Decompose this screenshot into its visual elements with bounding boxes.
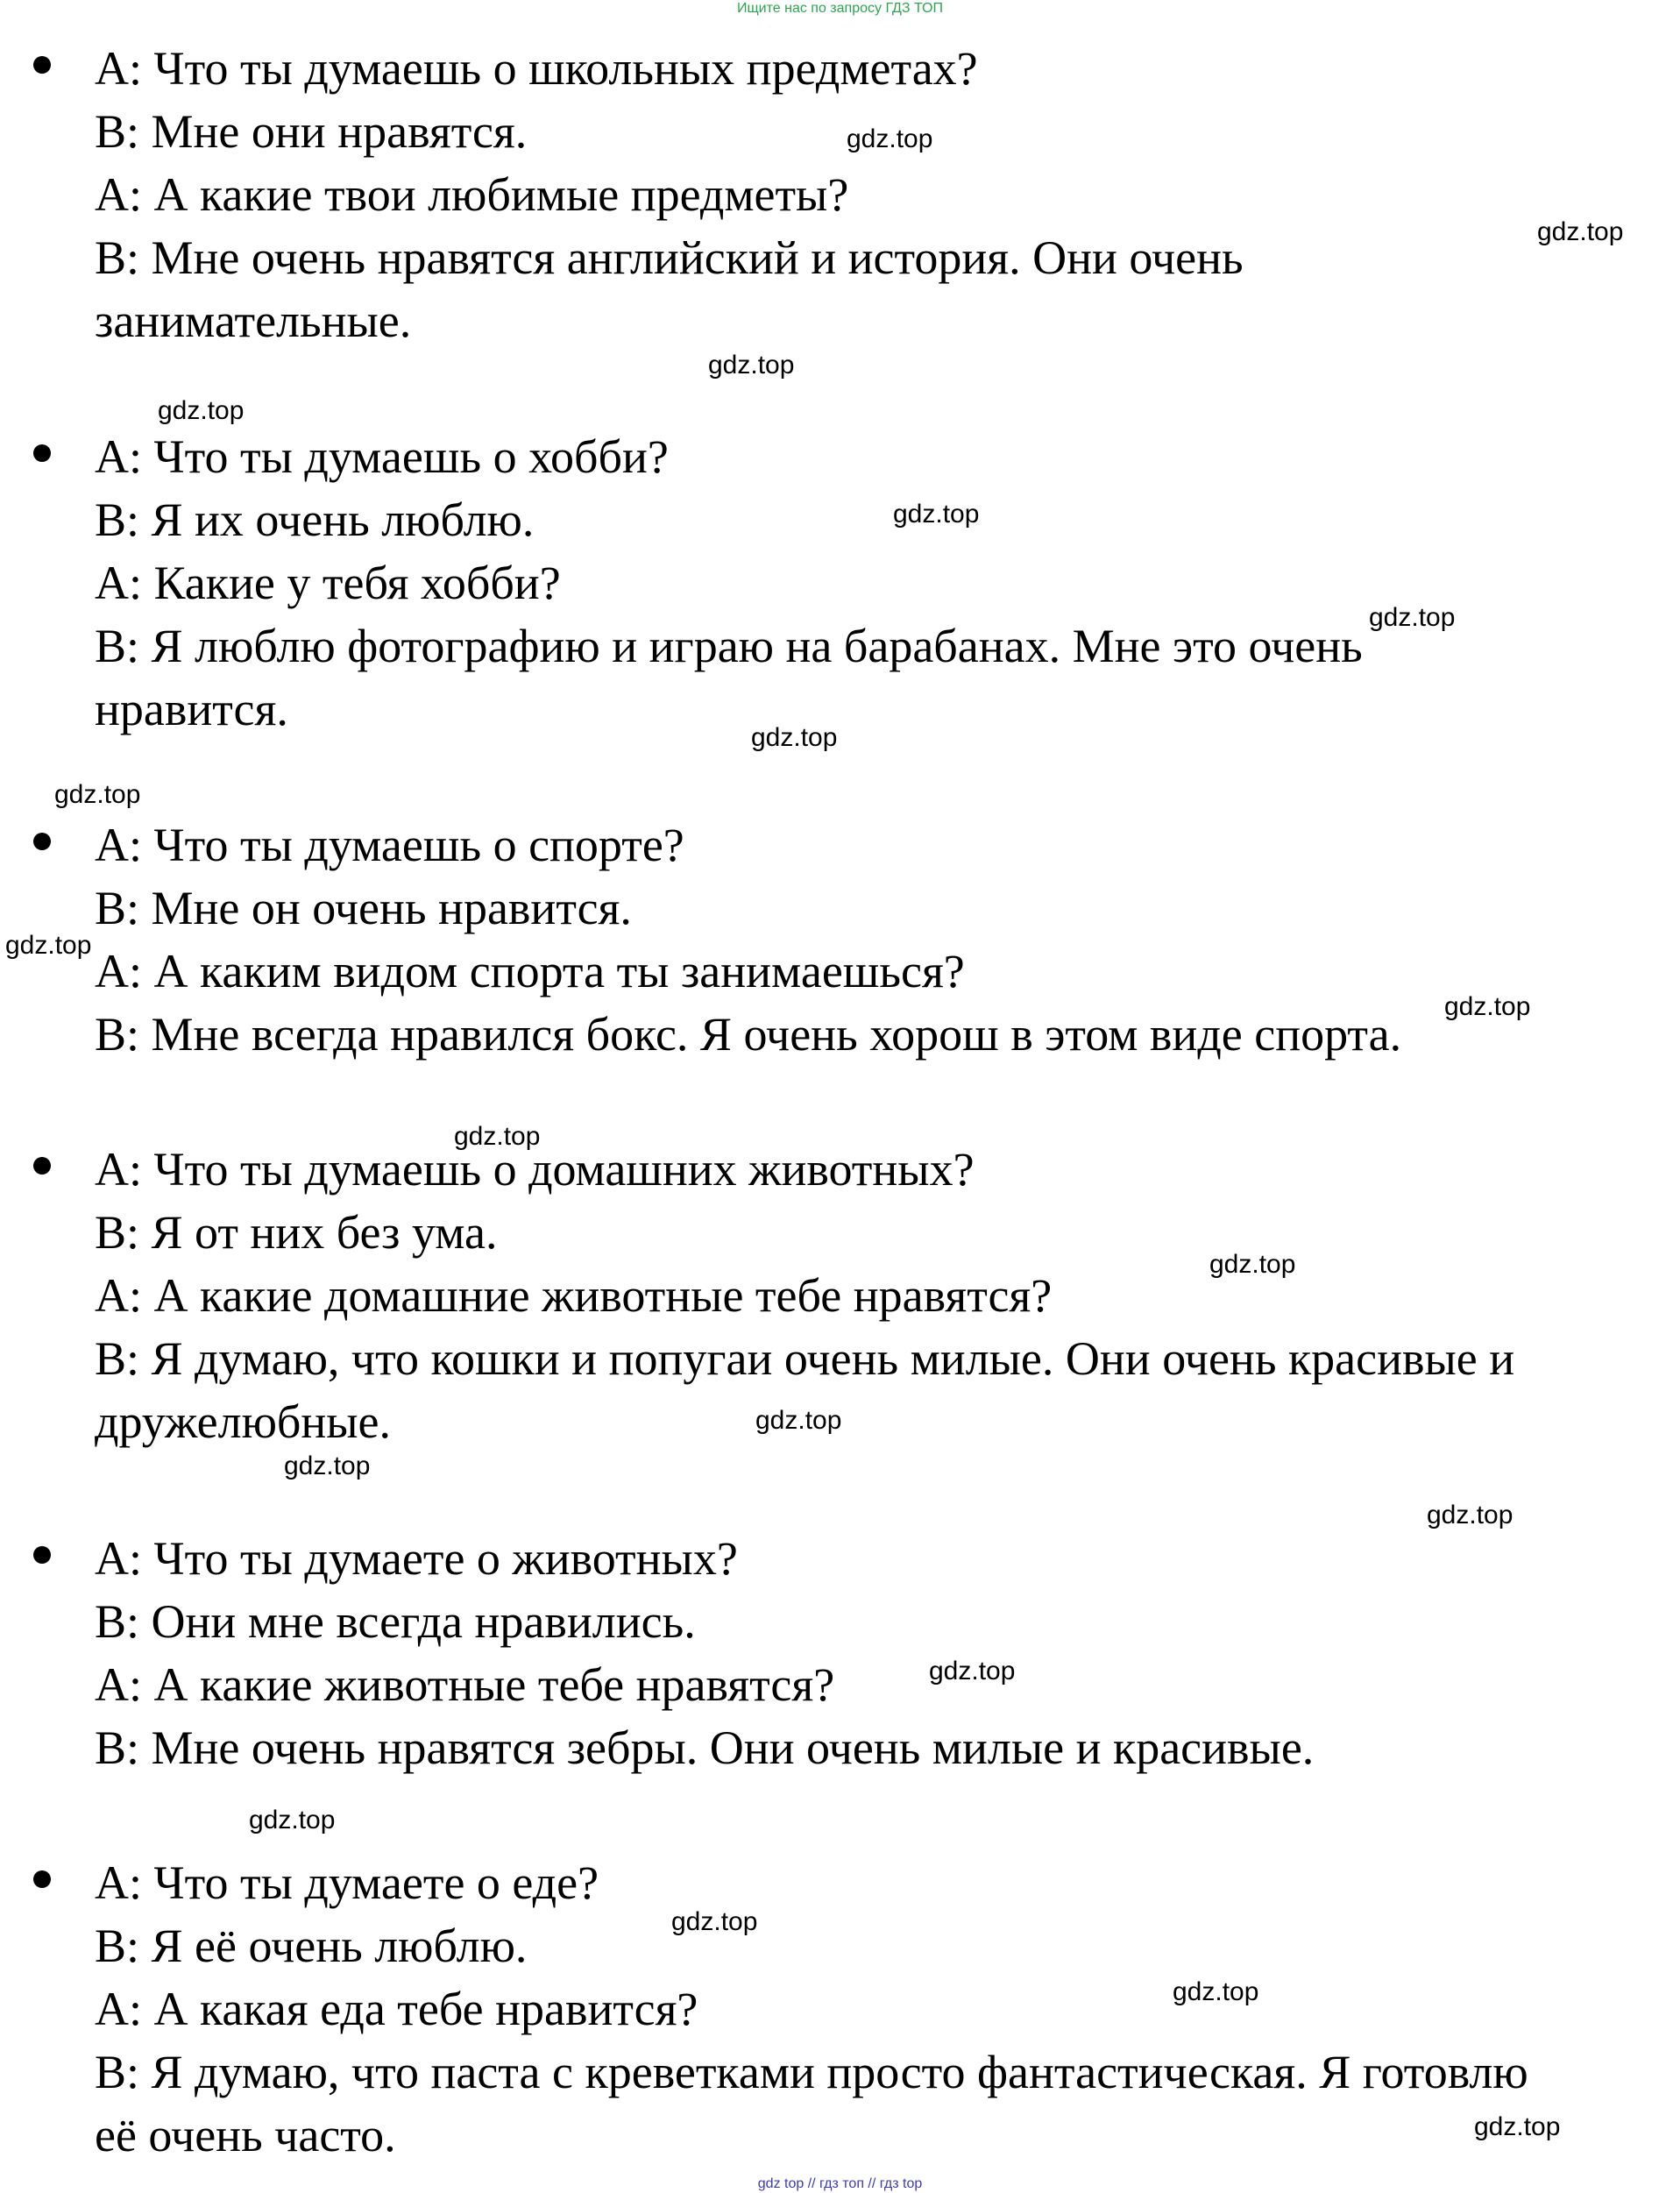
- watermark: gdz.top: [929, 1657, 1016, 1686]
- dialogue-food: [33, 1851, 1663, 2167]
- watermark: gdz.top: [1444, 992, 1531, 1021]
- dialogue-line: В: Мне он очень нравится.: [95, 882, 632, 934]
- watermark: gdz.top: [1173, 1977, 1259, 2006]
- dialogue-line: А: Что ты думаешь о спорте?: [95, 819, 684, 871]
- watermark: gdz.top: [249, 1806, 336, 1835]
- dialogue-line: В: Мне очень нравятся английский и история. Они очень занимательные.: [95, 231, 1244, 347]
- dialogue-line: В: Я от них без ума.: [95, 1206, 498, 1259]
- top-banner: Ищите нас по запросу ГДЗ ТОП: [737, 1, 943, 16]
- watermark: gdz.top: [284, 1451, 371, 1480]
- dialogue-line: А: Какие у тебя хобби?: [95, 557, 561, 609]
- watermark: gdz.top: [708, 351, 795, 380]
- watermark: gdz.top: [158, 396, 245, 425]
- bullet-icon: [33, 56, 51, 74]
- footer: gdz top // гдз топ // гдз top: [757, 2176, 923, 2191]
- dialogue-line: В: Я её очень люблю.: [95, 1920, 528, 1972]
- bullet-icon: [33, 1870, 51, 1888]
- watermark: gdz.top: [1474, 2112, 1561, 2141]
- dialogue-animals: [33, 1527, 1663, 1779]
- watermark: gdz.top: [671, 1907, 758, 1936]
- dialogue-line: В: Мне очень нравятся зебры. Они очень милые и красивые.: [95, 1721, 1315, 1774]
- dialogue-school-subjects: [33, 37, 1663, 352]
- dialogue-line: А: А какие домашние животные тебе нравятся?: [95, 1269, 1053, 1322]
- dialogue-line: А: А каким видом спорта ты занимаешься?: [95, 945, 965, 997]
- dialogue-line: А: А какая еда тебе нравится?: [95, 1983, 698, 2035]
- dialogue-hobbies: [33, 425, 1663, 741]
- watermark: gdz.top: [5, 931, 92, 960]
- watermark: gdz.top: [755, 1406, 842, 1435]
- dialogue-line: А: Что ты думаете о животных?: [95, 1532, 738, 1585]
- dialogue-line: А: Что ты думаешь о школьных предметах?: [95, 42, 978, 95]
- watermark: gdz.top: [54, 780, 141, 809]
- watermark: gdz.top: [751, 723, 838, 752]
- bullet-icon: [33, 1157, 51, 1175]
- dialogue-pets: [33, 1138, 1663, 1453]
- bullet-icon: [33, 833, 51, 850]
- watermark: gdz.top: [454, 1122, 541, 1151]
- dialogue-line: В: Я их очень люблю.: [95, 493, 535, 546]
- dialogue-line: А: Что ты думаешь о домашних животных?: [95, 1143, 975, 1196]
- watermark: gdz.top: [1209, 1250, 1296, 1279]
- dialogue-sport: [33, 813, 1663, 1066]
- watermark: gdz.top: [1427, 1501, 1513, 1529]
- dialogue-line: В: Я люблю фотографию и играю на барабанах. Мне это очень нравится.: [95, 620, 1363, 735]
- dialogue-line: В: Я думаю, что паста с креветками просто фантастическая. Я готовлю её очень часто.: [95, 2046, 1528, 2161]
- dialogue-line: А: Что ты думаешь о хобби?: [95, 430, 669, 483]
- dialogue-line: В: Они мне всегда нравились.: [95, 1595, 696, 1648]
- dialogue-line: А: А какие твои любимые предметы?: [95, 168, 849, 221]
- watermark: gdz.top: [1369, 603, 1456, 632]
- dialogue-line: В: Я думаю, что кошки и попугаи очень милые. Они очень красивые и дружелюбные.: [95, 1332, 1515, 1448]
- dialogue-line: В: Мне они нравятся.: [95, 105, 528, 158]
- watermark: gdz.top: [1537, 217, 1624, 246]
- dialogue-line: А: Что ты думаете о еде?: [95, 1856, 599, 1909]
- bullet-icon: [33, 444, 51, 462]
- dialogue-line: В: Мне всегда нравился бокс. Я очень хорош в этом виде спорта.: [95, 1008, 1402, 1061]
- watermark: gdz.top: [847, 124, 933, 153]
- bullet-icon: [33, 1546, 51, 1564]
- dialogue-line: А: А какие животные тебе нравятся?: [95, 1658, 835, 1711]
- watermark: gdz.top: [893, 500, 980, 529]
